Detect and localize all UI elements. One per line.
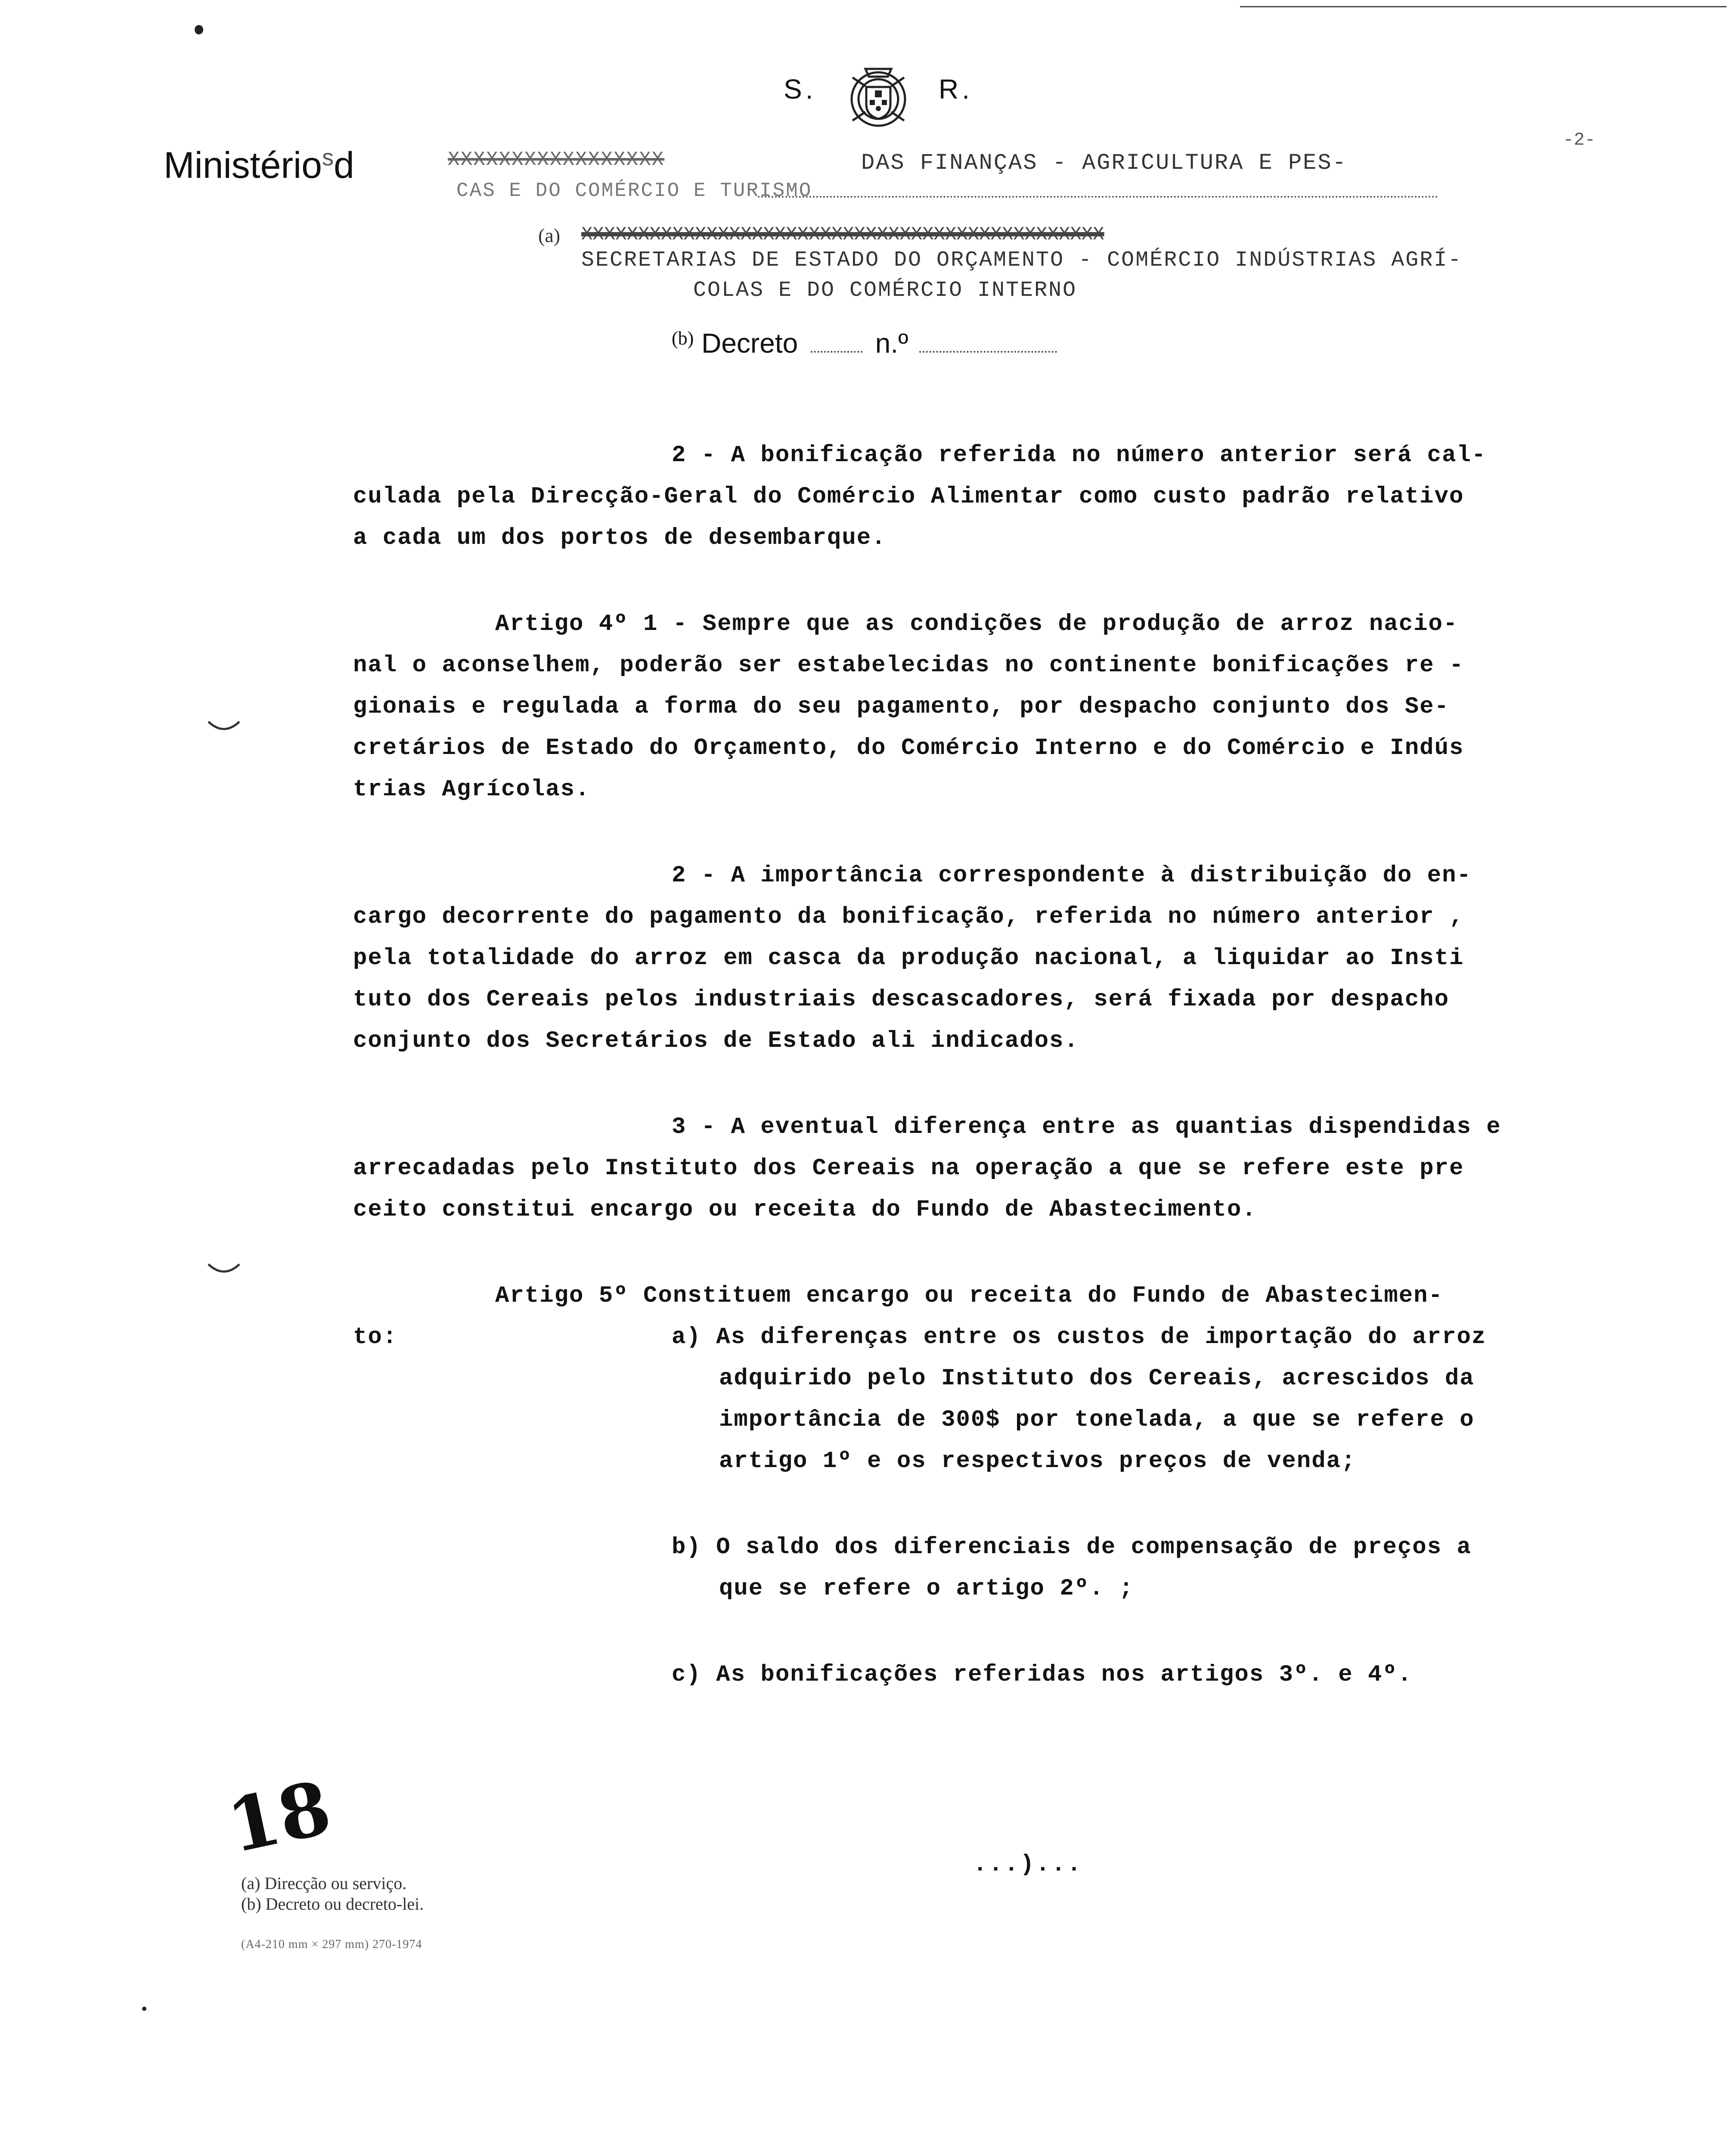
decree-number-line [672,327,1145,366]
item-b-line: que se refere o artigo 2º. ; [719,1576,1134,1602]
text-line: trias Agrícolas. [353,776,590,803]
binder-mark-icon [207,1262,241,1279]
ministry-name-line-2: CAS E DO COMÉRCIO E TURISMO [456,180,812,202]
binder-mark-icon [207,719,241,736]
ministry-struck-text: XXXXXXXXXXXXXXXXX [448,149,665,171]
item-a-line: adquirido pelo Instituto dos Cereais, acrescidos da [719,1365,1475,1392]
decree-footnote-marker: (b) [672,328,694,349]
item-b-line: b) O saldo dos diferenciais de compensação de preços a [672,1534,1472,1560]
top-edge-rule [1240,6,1727,7]
decree-label: Decreto [701,328,798,359]
text-line: 2 - A importância correspondente à distribuição do en- [672,862,1472,889]
coat-of-arms-icon [835,60,921,133]
decree-number-blank [919,351,1057,353]
text-line: nal o aconselhem, poderão ser estabelecidas no continente bonificações re - [353,652,1464,679]
text-line: cargo decorrente do pagamento da bonificação, referida no número anterior , [353,904,1464,930]
republic-emblem-header [784,60,1008,138]
article-5-continuation: to: [353,1324,398,1350]
text-line: ceito constitui encargo ou receita do Fundo de Abastecimento. [353,1197,1257,1223]
scan-speck [142,2007,146,2011]
text-line: pela totalidade do arroz em casca da produção nacional, a liquidar ao Insti [353,945,1464,971]
article-5-heading: Artigo 5º Constituem encargo ou receita do Fundo de Abastecimen- [495,1283,1443,1309]
text-line: Artigo 4º 1 - Sempre que as condições de produção de arroz nacio- [495,611,1458,637]
item-a-line: artigo 1º e os respectivos preços de venda; [719,1448,1356,1474]
text-line: cretários de Estado do Orçamento, do Comércio Interno e do Comércio e Indús [353,735,1464,761]
service-struck-text: XXXXXXXXXXXXXXXXXXXXXXXXXXXXXXXXXXXXXXXXXXXXXX [581,224,1104,245]
text-line: a cada um dos portos de desembarque. [353,525,887,551]
text-line: arrecadadas pelo Instituto dos Cereais na operação a que se refere este pre [353,1155,1464,1182]
page-marker: -2- [1563,130,1596,150]
footnotes [241,1873,424,1914]
ministry-dotted-rule [758,196,1438,198]
ministry-line [164,130,1628,213]
emblem-left-letter: S. [784,74,817,105]
item-a-line: importância de 300$ por tonelada, a que se refere o [719,1407,1475,1433]
service-footnote-marker: (a) [538,224,561,246]
text-line: 3 - A eventual diferença entre as quantias dispendidas e [672,1114,1501,1140]
item-c-line: c) As bonificações referidas nos artigos 3º. e 4º. [672,1662,1413,1688]
service-name-line-1: SECRETARIAS DE ESTADO DO ORÇAMENTO - COMÉRCIO INDÚSTRIAS AGRÍ- [581,248,1463,273]
continuation-marker: ...)... [973,1852,1083,1878]
item-a-line: a) As diferenças entre os custos de importação do arroz [672,1324,1487,1350]
ministry-name-line-1: DAS FINANÇAS - AGRICULTURA E PES- [861,150,1347,176]
handwritten-page-number: 18 [220,1764,338,1870]
footnote-b: (b) Decreto ou decreto-lei. [241,1894,424,1914]
form-code: (A4-210 mm × 297 mm) 270-1974 [241,1938,422,1951]
ministry-label: Ministério$^s$d [164,145,354,186]
text-line: conjunto dos Secretários de Estado ali indicados. [353,1028,1079,1054]
decree-type-blank [811,351,862,353]
text-line: culada pela Direcção-Geral do Comércio Alimentar como custo padrão relativo [353,484,1464,510]
decree-body [353,435,1559,1696]
footnote-a: (a) Direcção ou serviço. [241,1874,407,1893]
emblem-right-letter: R. [939,74,973,105]
service-line [538,224,1679,310]
scan-speck [195,25,203,34]
text-line: 2 - A bonificação referida no número anterior será cal- [672,442,1487,468]
text-line: tuto dos Cereais pelos industriais descascadores, será fixada por despacho [353,987,1449,1013]
decree-number-label: n.º [875,328,908,359]
text-line: gionais e regulada a forma do seu pagamento, por despacho conjunto dos Se- [353,694,1449,720]
service-name-line-2: COLAS E DO COMÉRCIO INTERNO [693,278,1077,303]
